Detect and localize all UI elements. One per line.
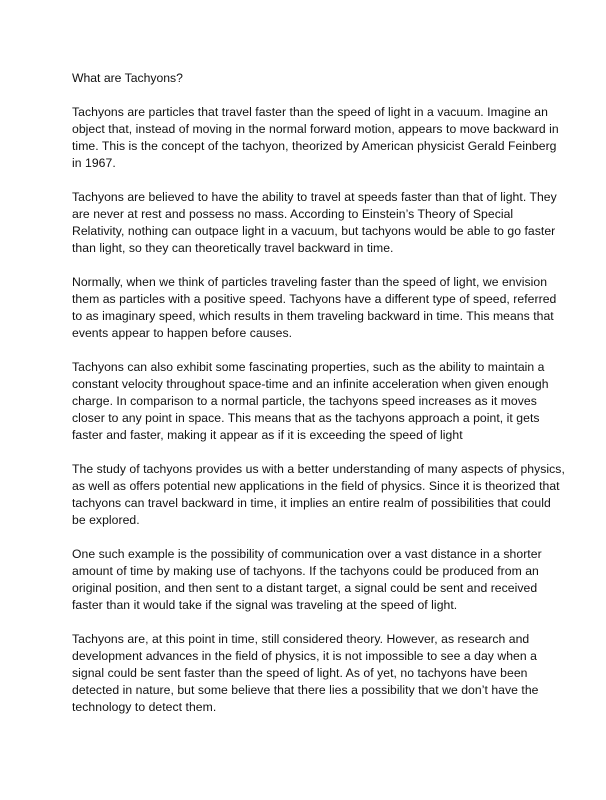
paragraph-5: The study of tachyons provides us with a better understanding of many aspects of physics, as well as offers potential new applications in the field of physics. Since it is theorized that tachyons can travel backward in time, it implies an entire realm of possibilities that could be explored. — [72, 462, 565, 527]
paragraph-7: Tachyons are, at this point in time, still considered theory. However, as research and development advances in the field of physics, it is not impossible to see a day when a signal could be sent faster than the speed of light. As of yet, no tachyons have been detected in nature, but some believe that there lies a possibility that we don’t have the technology to detect them. — [72, 632, 539, 714]
paragraph-6: One such example is the possibility of communication over a vast distance in a shorter amount of time by making use of tachyons. If the tachyons could be produced from an original position, and then sent to a distant target, a signal could be sent and received faster than it would take if the signal was traveling at the speed of light. — [72, 547, 542, 612]
paragraph-2: Tachyons are believed to have the ability to travel at speeds faster than that of light. They are never at rest and possess no mass. According to Einstein’s Theory of Special Relativity, nothing can outpace light in a vacuum, but tachyons would be able to go faster than light, so they can theoretically travel backward in time. — [72, 190, 557, 255]
document-title: What are Tachyons? — [72, 71, 183, 85]
paragraph-1: Tachyons are particles that travel faster than the speed of light in a vacuum. Imagine an object that, instead of moving in the normal forward motion, appears to move backward in time. This is the concept of the tachyon, theorized by American physicist Gerald Feinberg in 1967. — [72, 105, 559, 170]
paragraph-3: Normally, when we think of particles traveling faster than the speed of light, we envision them as particles with a positive speed. Tachyons have a different type of speed, referred to as imaginary speed, which results in them traveling backward in time. This means that events appear to happen before causes. — [72, 275, 557, 340]
paragraph-4: Tachyons can also exhibit some fascinating properties, such as the ability to maintain a constant velocity throughout space-time and an infinite acceleration when given enough charge. In comparison to a normal particle, the tachyons speed increases as it moves closer to any point in space. This means that as the tachyons approach a point, it gets faster and faster, making it appear as if it is exceeding the speed of light — [72, 360, 549, 442]
